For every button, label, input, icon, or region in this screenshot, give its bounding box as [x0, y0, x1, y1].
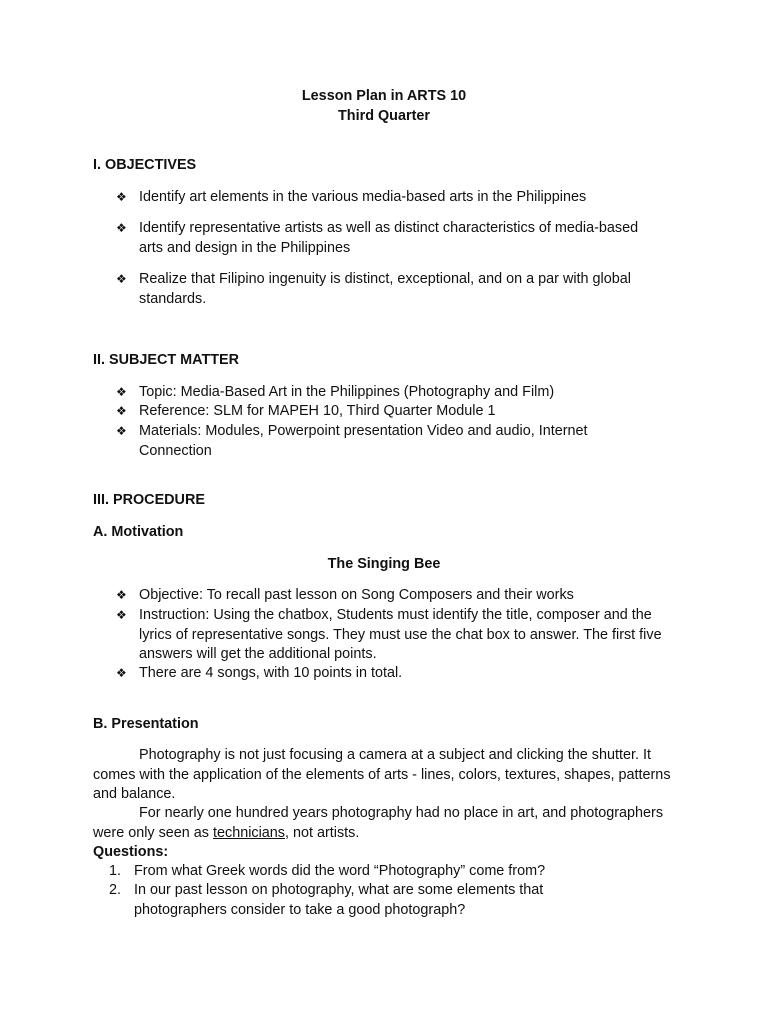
presentation-paragraph: Photography is not just focusing a camera at a subject and clicking the shutter. It comes with the application of the elements of arts - lines, colors, textures, shapes, patterns and balance. [93, 747, 671, 802]
paragraph-text: For nearly one hundred years photography had no place in art, and photographers were only seen as [93, 805, 664, 841]
question-text: In our past lesson on photography, what are some elements that photographers consider to take a good photograph? [134, 882, 544, 918]
bullet-icon: ❖ [116, 272, 127, 286]
procedure-heading: III. PROCEDURE [93, 492, 205, 508]
bullet-icon: ❖ [116, 190, 127, 204]
presentation-paragraph [93, 804, 683, 843]
subject-matter-item: Materials: Modules, Powerpoint presentation Video and audio, Internet Connection [139, 423, 588, 459]
question-number: 1. [109, 863, 122, 879]
questions-label: Questions: [93, 844, 169, 860]
document-subtitle: Third Quarter [338, 108, 430, 124]
motivation-item: There are 4 songs, with 10 points in total. [139, 665, 403, 681]
motivation-item: Instruction: Using the chatbox, Students must identify the title, composer and the lyrics of representative songs. They must use the chat box to answer. The first five answers will get the additional points. [139, 607, 662, 662]
objective-item: Identify representative artists as well as distinct characteristics of media-based arts and design in the Philippines [139, 220, 639, 256]
objective-item: Realize that Filipino ingenuity is distinct, exceptional, and on a par with global standards. [139, 271, 631, 307]
paragraph-text: , not artists. [285, 824, 360, 841]
bullet-icon: ❖ [116, 221, 127, 235]
bullet-icon: ❖ [116, 666, 127, 680]
motivation-heading: A. Motivation [93, 524, 184, 540]
bullet-icon: ❖ [116, 588, 127, 602]
bullet-icon: ❖ [116, 404, 127, 418]
bullet-icon: ❖ [116, 385, 127, 399]
question-text: From what Greek words did the word “Photography” come from? [134, 863, 546, 879]
document-title: Lesson Plan in ARTS 10 [301, 88, 467, 104]
underlined-term: technicians [213, 824, 285, 841]
activity-title: The Singing Bee [327, 556, 441, 572]
bullet-icon: ❖ [116, 608, 127, 622]
objectives-heading: I. OBJECTIVES [93, 157, 197, 173]
objective-item: Identify art elements in the various media-based arts in the Philippines [139, 189, 587, 205]
subject-matter-item: Reference: SLM for MAPEH 10, Third Quarter Module 1 [139, 403, 496, 419]
presentation-heading: B. Presentation [93, 716, 199, 732]
bullet-icon: ❖ [116, 424, 127, 438]
subject-matter-item: Topic: Media-Based Art in the Philippines (Photography and Film) [139, 384, 555, 400]
question-number: 2. [109, 882, 122, 898]
subject-matter-heading: II. SUBJECT MATTER [93, 352, 240, 368]
motivation-item: Objective: To recall past lesson on Song Composers and their works [139, 587, 574, 603]
